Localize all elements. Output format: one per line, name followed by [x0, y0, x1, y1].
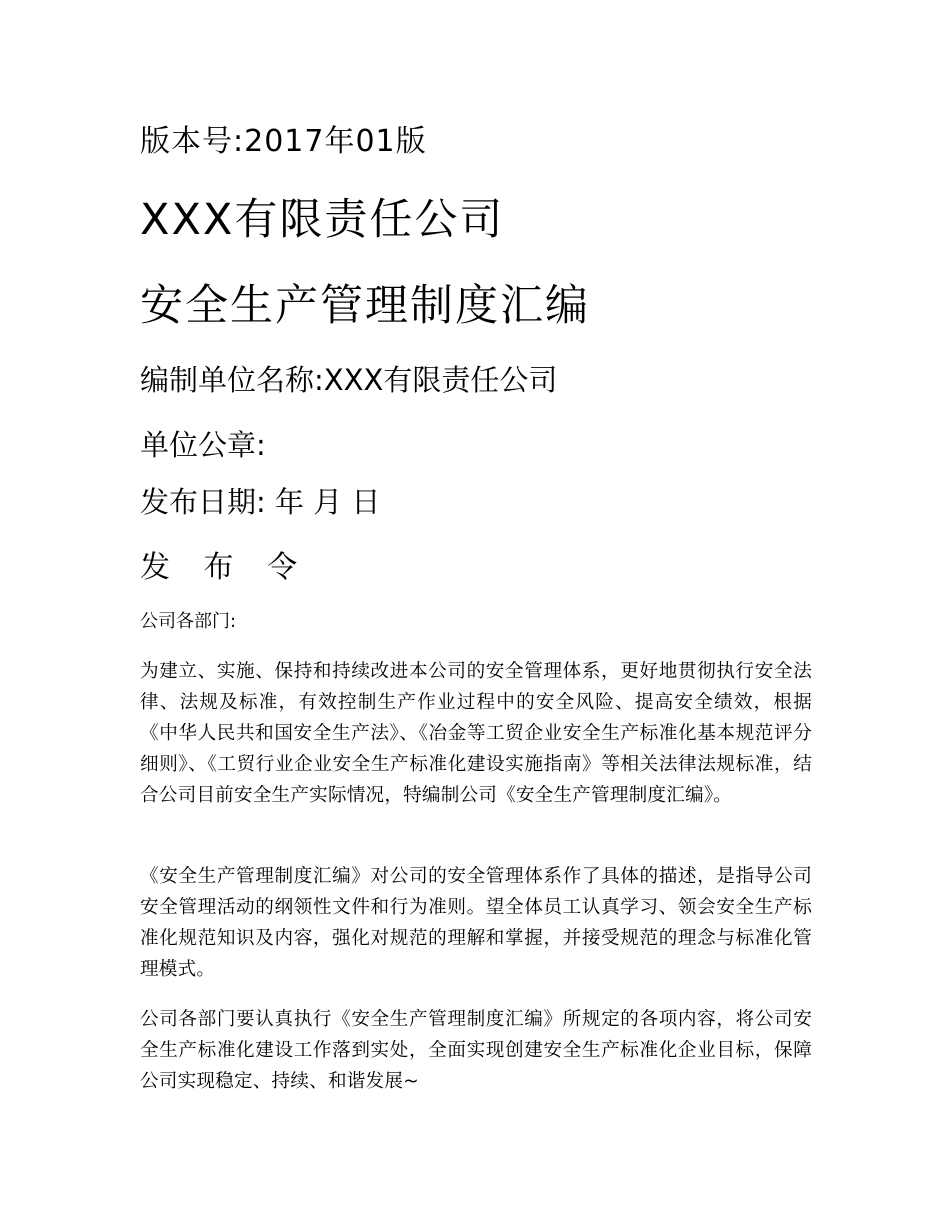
publish-date: 发布日期: 年 月 日 [140, 485, 381, 519]
compiling-unit: 编制单位名称:XXX有限责任公司 [140, 363, 558, 397]
body-paragraph: 公司各部门要认真执行《安全生产管理制度汇编》所规定的各项内容，将公司安全生产标准化建设工作落到实处，全面实现创建安全生产标准化企业目标，保障公司实现稳定、持续、和谐发展~ [140, 1009, 812, 1092]
decree-heading: 发 布 令 [140, 550, 310, 585]
document-title: 安全生产管理制度汇编 [140, 281, 590, 331]
body-paragraph: 《安全生产管理制度汇编》对公司的安全管理体系作了具体的描述，是指导公司安全管理活动的纲领性文件和行为准则。望全体员工认真学习、领会安全生产标准化规范知识及内容，强化对规范的理解和掌握，并接受规范的理念与标准化管理模式。 [140, 866, 812, 980]
company-name: XXX有限责任公司 [140, 195, 505, 245]
unit-seal-label: 单位公章: [140, 428, 266, 462]
salutation: 公司各部门: [140, 611, 237, 632]
version-number: 版本号:2017年01版 [140, 124, 427, 159]
body-paragraph: 为建立、实施、保持和持续改进本公司的安全管理体系，更好地贯彻执行安全法律、法规及标准，有效控制生产作业过程中的安全风险、提高安全绩效，根据《中华人民共和国安全生产法》、《冶金等工贸企业安全生产标准化基本规范评分细则》、《工贸行业企业安全生产标准化建设实施指南》等相关法律法规标准，结合公司目前安全生产实际情况，特编制公司《安全生产管理制度汇编》。 [140, 661, 812, 806]
